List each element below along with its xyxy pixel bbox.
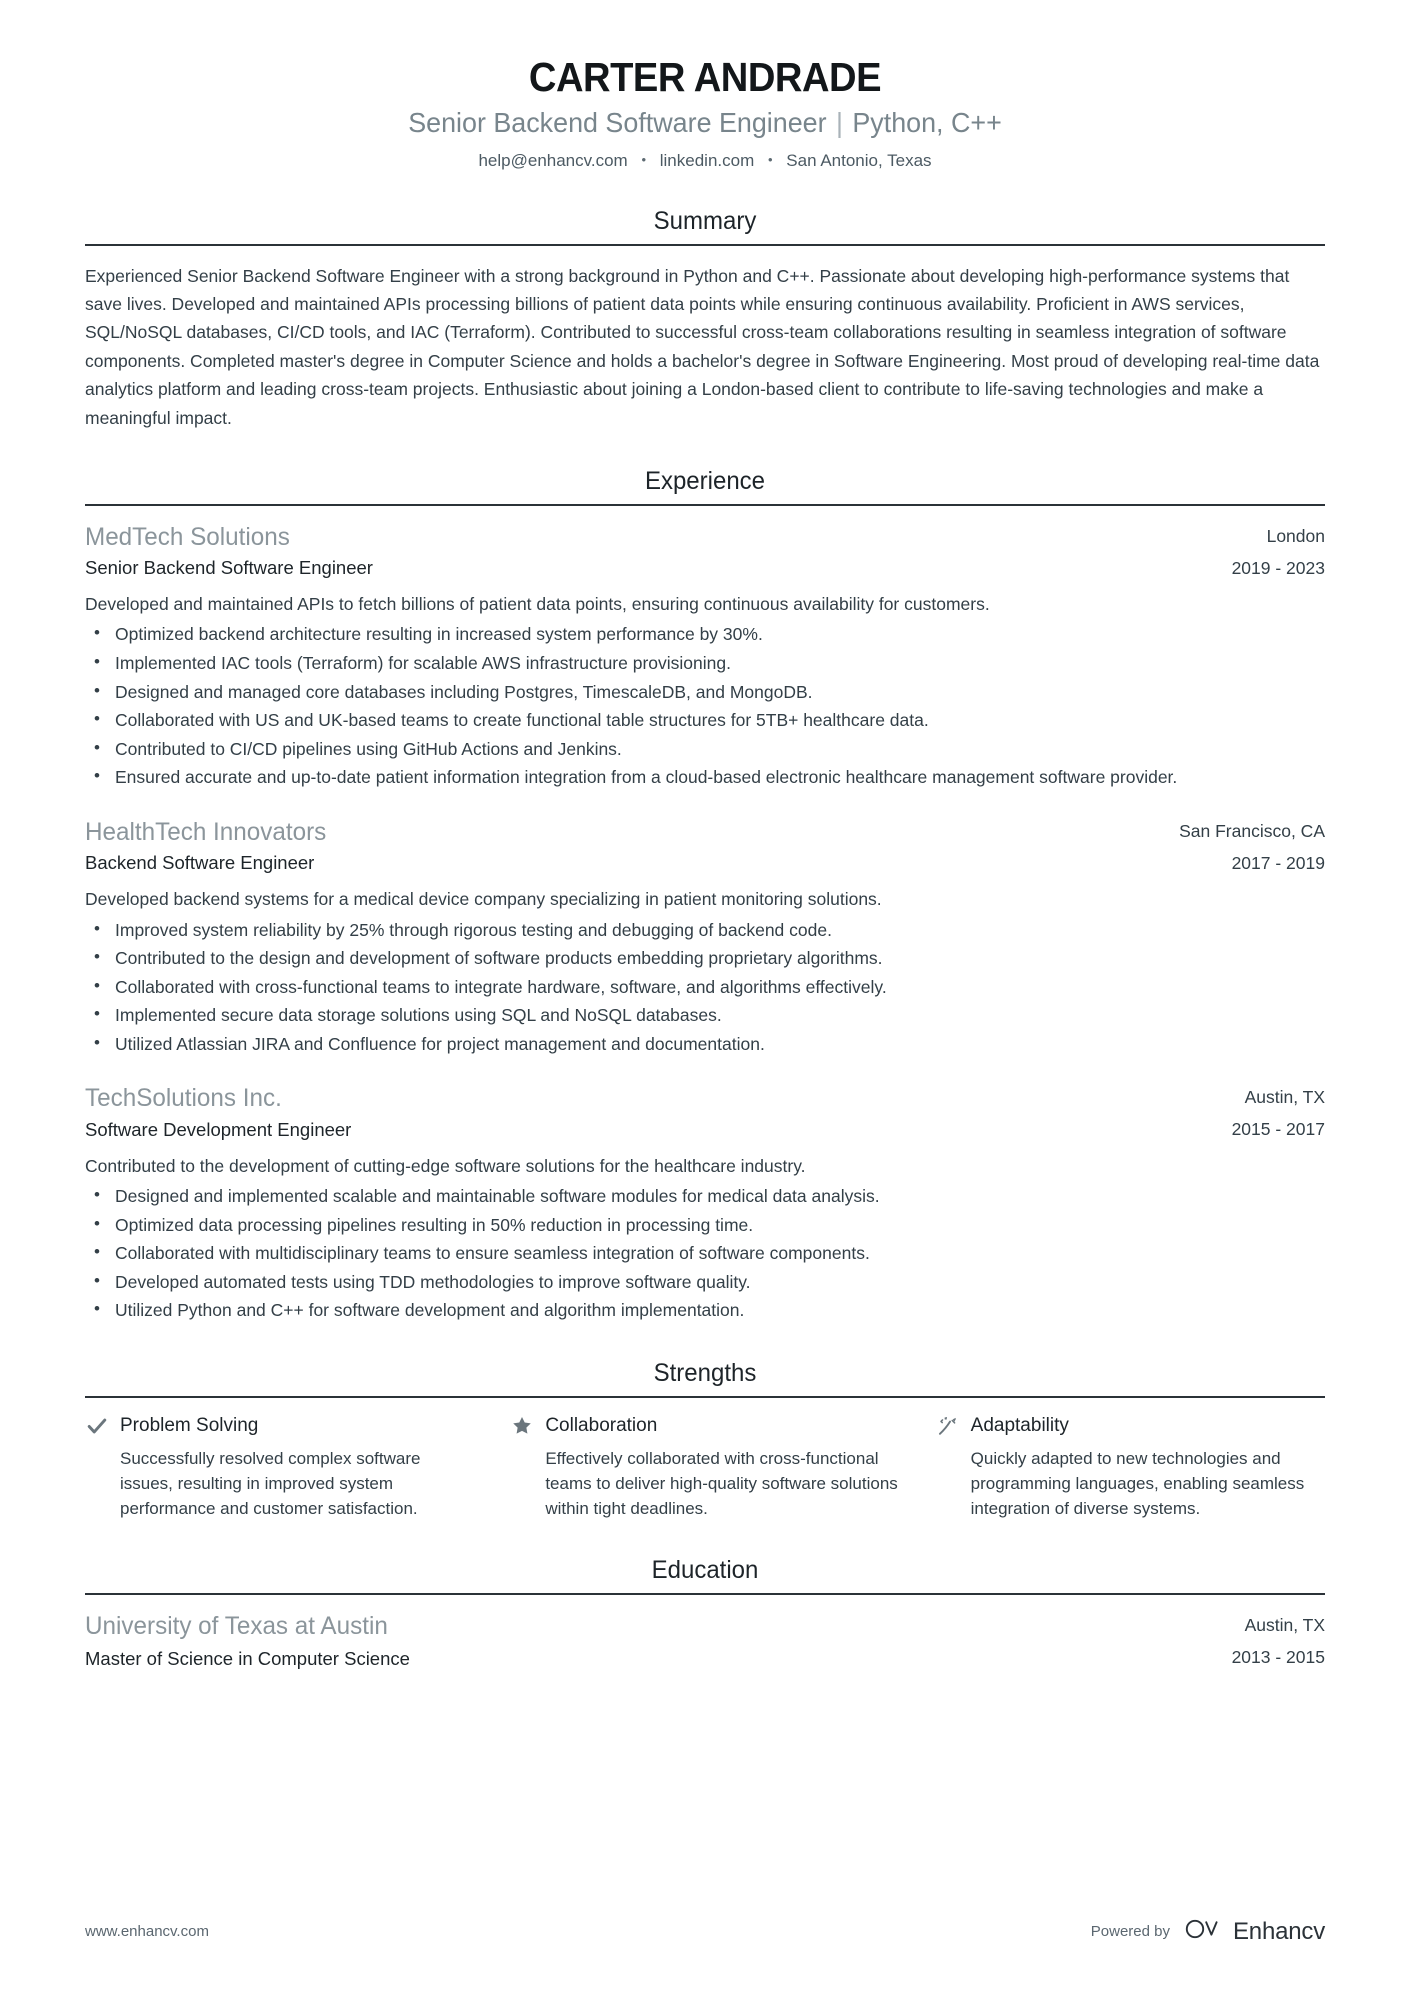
job-achievements — [85, 1183, 1325, 1324]
job-title: Backend Software Engineer — [85, 852, 315, 874]
headline-divider: | — [835, 107, 843, 139]
strength-title: Problem Solving — [120, 1414, 259, 1436]
powered-by-label: Powered by — [1090, 1923, 1170, 1940]
job-location: Austin, TX — [1244, 1087, 1325, 1108]
company-name: HealthTech Innovators — [85, 817, 327, 846]
strength-header — [85, 1414, 474, 1438]
strength-description: Effectively collaborated with cross-functional teams to deliver high-quality software solutions within tight deadlines. — [545, 1448, 898, 1519]
strength-item — [510, 1414, 899, 1521]
footer-branding — [1091, 1916, 1325, 1947]
contact-separator-icon: • — [767, 151, 773, 167]
strength-item — [936, 1414, 1325, 1521]
achievement-item: • Utilized Python and C++ for software development and algorithm implementation. — [85, 1297, 1325, 1324]
star-icon — [510, 1414, 534, 1438]
achievement-item: • Collaborated with multidisciplinary teams to ensure seamless integration of software components. — [85, 1240, 1325, 1267]
section-title-strengths: Strengths — [653, 1358, 757, 1387]
section-summary — [85, 206, 1325, 432]
achievement-item: • Implemented IAC tools (Terraform) for scalable AWS infrastructure provisioning. — [85, 650, 1325, 677]
section-title-summary: Summary — [653, 206, 757, 235]
job-title: Software Development Engineer — [85, 1118, 352, 1140]
achievement-item: • Collaborated with US and UK-based teams to create functional table structures for 5TB+ healthcare data. — [85, 707, 1325, 734]
achievement-item: • Utilized Atlassian JIRA and Confluence for project management and documentation. — [85, 1031, 1325, 1058]
strength-header — [936, 1414, 1325, 1438]
section-title-experience: Experience — [644, 466, 766, 495]
achievement-item: • Ensured accurate and up-to-date patient information integration from a cloud-based electronic healthcare management software provider. — [85, 764, 1325, 791]
section-strengths — [85, 1358, 1325, 1521]
contact-website[interactable]: linkedin.com — [659, 150, 755, 170]
job-dates: 2017 - 2019 — [1231, 852, 1325, 873]
experience-entry — [85, 817, 1325, 1058]
check-icon — [85, 1414, 109, 1438]
experience-entry — [85, 522, 1325, 791]
experience-entry-meta — [1179, 817, 1325, 875]
contact-line — [85, 150, 1325, 172]
experience-entry-main — [85, 1083, 1212, 1141]
achievement-item: • Improved system reliability by 25% through rigorous testing and debugging of backend code. — [85, 917, 1325, 944]
job-location: San Francisco, CA — [1179, 820, 1325, 841]
section-divider — [85, 1593, 1325, 1595]
page-footer — [85, 1916, 1325, 1947]
strength-header — [510, 1414, 899, 1438]
enhancv-wordmark: Enhancv — [1233, 1917, 1325, 1945]
job-achievements — [85, 917, 1325, 1058]
achievement-item: • Contributed to the design and development of software products embedding proprietary algorithms. — [85, 945, 1325, 972]
experience-entry-header — [85, 1083, 1325, 1141]
contact-email[interactable]: help@enhancv.com — [478, 150, 628, 170]
education-entry-main — [85, 1611, 1212, 1670]
experience-entry-main — [85, 817, 1159, 875]
experience-entry-meta — [1232, 1083, 1325, 1141]
enhancv-logo — [1184, 1916, 1325, 1947]
contact-separator-icon: • — [641, 151, 647, 167]
job-location: London — [1266, 525, 1325, 546]
footer-url[interactable]: www.enhancv.com — [85, 1923, 209, 1940]
strength-item — [85, 1414, 474, 1521]
education-entry — [85, 1611, 1325, 1670]
achievement-item: • Implemented secure data storage solutions using SQL and NoSQL databases. — [85, 1002, 1325, 1029]
achievement-item: • Designed and managed core databases including Postgres, TimescaleDB, and MongoDB. — [85, 679, 1325, 706]
job-description: Developed backend systems for a medical device company specializing in patient monitoring solutions. — [85, 889, 882, 910]
shooting-star-icon — [936, 1414, 960, 1438]
achievement-item: • Designed and implemented scalable and maintainable software modules for medical data analysis. — [85, 1183, 1325, 1210]
contact-location: San Antonio, Texas — [786, 150, 932, 170]
school-name: University of Texas at Austin — [85, 1612, 388, 1641]
experience-entry-main — [85, 522, 1212, 580]
headline-title: Senior Backend Software Engineer — [408, 107, 827, 139]
section-divider — [85, 244, 1325, 246]
section-title-education: Education — [651, 1556, 759, 1585]
strength-title: Collaboration — [545, 1414, 658, 1436]
headline-skills: Python, C++ — [852, 107, 1002, 139]
school-location: Austin, TX — [1244, 1615, 1325, 1636]
section-divider — [85, 1396, 1325, 1398]
resume-header — [85, 55, 1325, 172]
job-description: Contributed to the development of cutting-edge software solutions for the healthcare industry. — [85, 1155, 806, 1176]
school-dates: 2013 - 2015 — [1231, 1647, 1325, 1668]
achievement-item: • Optimized data processing pipelines resulting in 50% reduction in processing time. — [85, 1212, 1325, 1239]
job-achievements — [85, 621, 1325, 791]
company-name: TechSolutions Inc. — [85, 1084, 282, 1113]
company-name: MedTech Solutions — [85, 522, 290, 551]
achievement-item: • Contributed to CI/CD pipelines using GitHub Actions and Jenkins. — [85, 736, 1325, 763]
section-divider — [85, 504, 1325, 506]
job-dates: 2015 - 2017 — [1231, 1119, 1325, 1140]
enhancv-mark-icon — [1184, 1916, 1224, 1947]
candidate-headline — [110, 106, 1300, 140]
job-description: Developed and maintained APIs to fetch billions of patient data points, ensuring continuous availability for customers. — [85, 594, 990, 615]
achievement-item: • Collaborated with cross-functional teams to integrate hardware, software, and algorithms effectively. — [85, 974, 1325, 1001]
experience-entry-header — [85, 522, 1325, 580]
achievement-item: • Optimized backend architecture resulting in increased system performance by 30%. — [85, 621, 1325, 648]
achievement-item: • Developed automated tests using TDD methodologies to improve software quality. — [85, 1269, 1325, 1296]
strength-title: Adaptability — [970, 1414, 1069, 1436]
job-title: Senior Backend Software Engineer — [85, 557, 373, 579]
summary-text: Experienced Senior Backend Software Engineer with a strong background in Python and C++. Passionate about developing high-performance systems that save lives. Developed and maintained APIs processing billions of patient data points while ensuring continuous availability. Proficient in AWS services, SQL/NoSQL databases, CI/CD tools, and IAC (Terraform). Contributed to successful cross-team collaborations resulting in seamless integration of software components. Completed master's degree in Computer Science and holds a bachelor's degree in Software Engineering. Most proud of developing real-time data analytics platform and leading cross-team projects. Enthusiastic about joining a London-based client to contribute to life-saving technologies and make a meaningful impact. — [85, 265, 1320, 428]
candidate-name: CARTER ANDRADE — [528, 54, 882, 100]
strength-description: Quickly adapted to new technologies and programming languages, enabling seamless integration of diverse systems. — [970, 1448, 1305, 1519]
strengths-grid — [85, 1414, 1325, 1521]
experience-entry — [85, 1083, 1325, 1324]
degree-name: Master of Science in Computer Science — [85, 1647, 410, 1669]
experience-entry-meta — [1232, 522, 1325, 580]
job-dates: 2019 - 2023 — [1231, 557, 1325, 578]
section-education — [85, 1555, 1325, 1670]
strength-description: Successfully resolved complex software issues, resulting in improved system performance and customer satisfaction. — [120, 1448, 421, 1519]
education-entry-header — [85, 1611, 1325, 1670]
section-experience — [85, 466, 1325, 1324]
experience-entry-header — [85, 817, 1325, 875]
education-entry-meta — [1232, 1611, 1325, 1669]
